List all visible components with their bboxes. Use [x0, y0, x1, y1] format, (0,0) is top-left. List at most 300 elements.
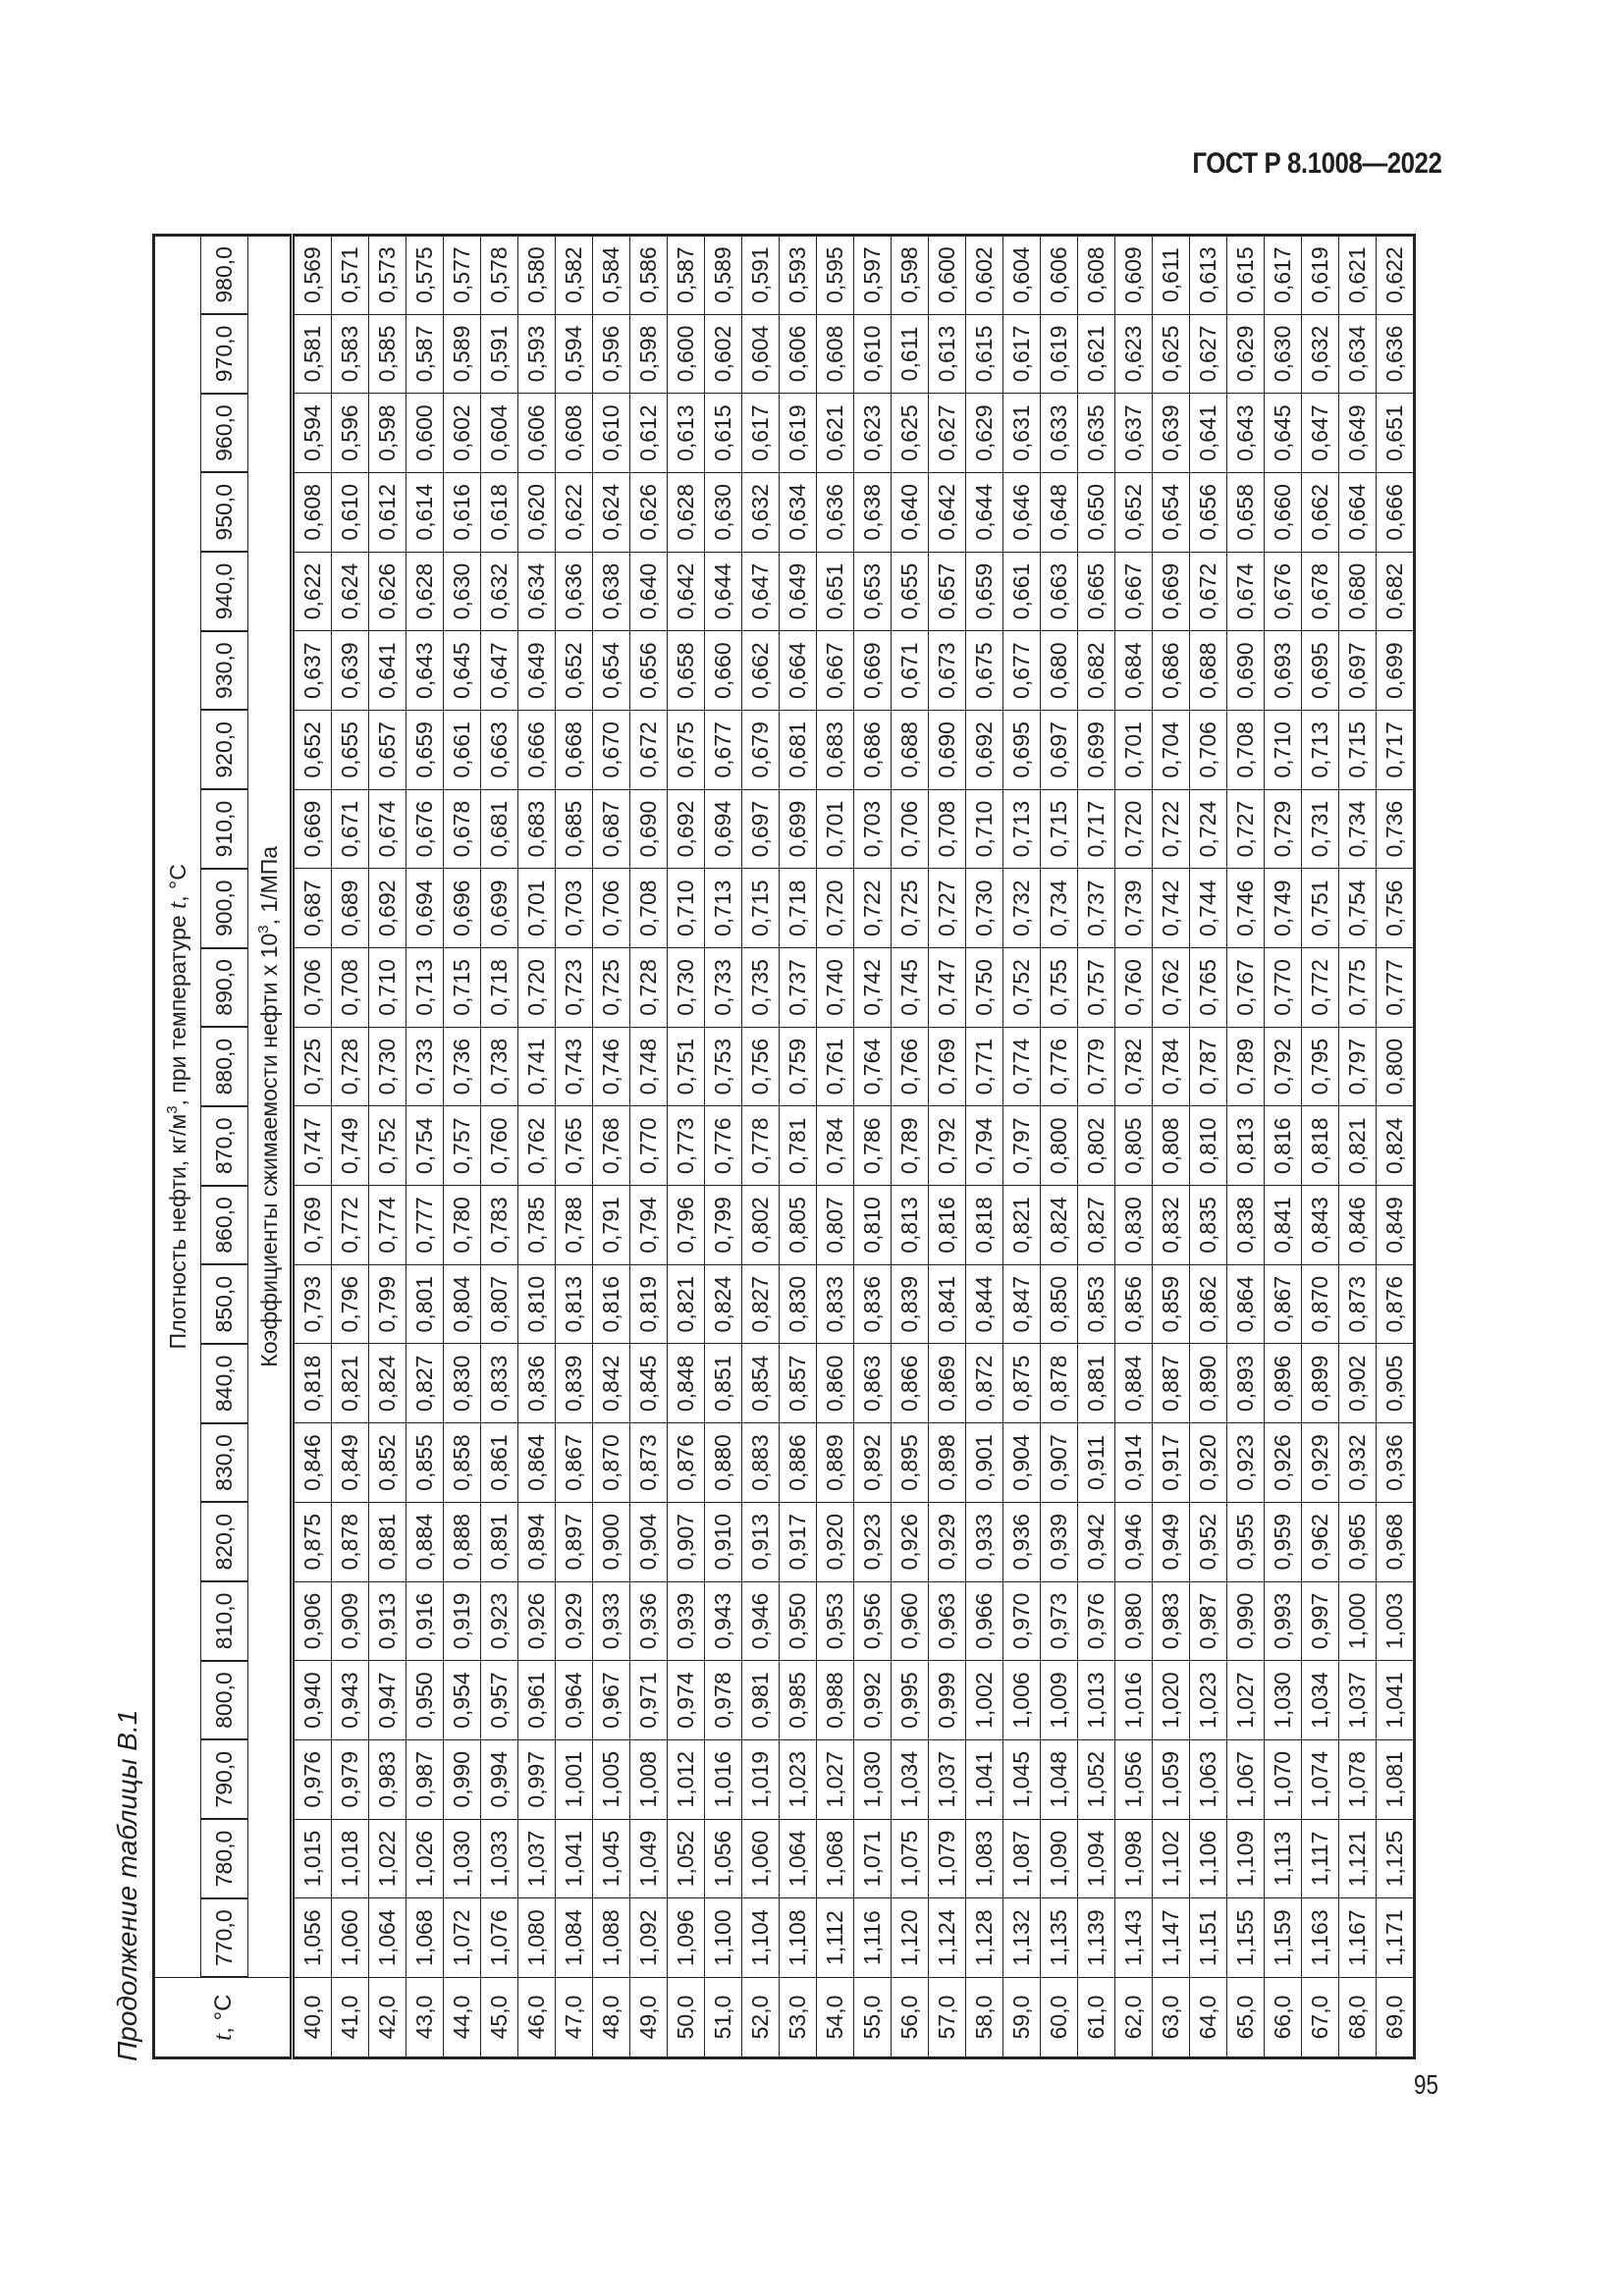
coefficient-cell: 0,685	[556, 789, 593, 869]
coefficient-cell: 0,708	[630, 869, 668, 948]
coefficient-cell: 0,987	[1190, 1581, 1227, 1661]
coefficient-cell: 0,965	[1339, 1502, 1377, 1581]
coefficient-cell: 0,895	[892, 1423, 929, 1503]
coefficient-cell: 0,833	[817, 1264, 854, 1344]
coefficient-cell: 0,936	[630, 1581, 668, 1661]
coefficient-cell: 1,015	[293, 1819, 332, 1898]
coefficient-cell: 0,627	[929, 394, 966, 473]
coefficient-cell: 0,586	[630, 235, 668, 314]
coefficient-cell: 1,090	[1041, 1819, 1078, 1898]
coefficient-cell: 1,088	[593, 1898, 630, 1978]
coefficient-cell: 0,675	[668, 711, 705, 790]
coefficient-cell: 0,752	[1003, 948, 1041, 1028]
table-row	[742, 235, 780, 2057]
coefficient-cell: 0,710	[966, 789, 1003, 869]
coefficient-cell: 0,703	[854, 789, 892, 869]
coefficient-cell: 0,617	[1265, 235, 1302, 314]
temperature-cell: 62,0	[1115, 1978, 1153, 2058]
coefficient-cell: 0,730	[966, 869, 1003, 948]
coefficient-cell: 0,799	[705, 1186, 742, 1265]
coefficient-cell: 1,060	[332, 1898, 369, 1978]
coefficient-cell: 1,056	[1115, 1739, 1153, 1819]
coefficient-cell: 0,706	[1190, 711, 1227, 790]
coefficient-cell: 0,571	[332, 235, 369, 314]
coefficient-cell: 0,657	[369, 711, 406, 790]
coefficient-cell: 0,888	[444, 1502, 481, 1581]
coefficient-cell: 0,923	[481, 1581, 518, 1661]
coefficient-cell: 0,630	[444, 552, 481, 631]
coefficient-cell: 0,751	[1302, 869, 1339, 948]
coefficient-cell: 0,610	[593, 394, 630, 473]
coefficient-cell: 0,663	[1041, 552, 1078, 631]
coefficient-cell: 1,001	[556, 1739, 593, 1819]
coefficient-cell: 0,697	[1339, 631, 1377, 711]
coefficient-cell: 0,659	[966, 552, 1003, 631]
temperature-cell: 55,0	[854, 1978, 892, 2058]
coefficient-cell: 0,708	[929, 789, 966, 869]
coefficient-cell: 1,067	[1227, 1739, 1265, 1819]
coefficient-cell: 0,697	[1041, 711, 1078, 790]
coefficient-cell: 0,978	[705, 1661, 742, 1740]
coefficient-cell: 0,697	[742, 789, 780, 869]
coefficient-cell: 0,680	[1041, 631, 1078, 711]
coefficient-cell: 0,787	[1190, 1027, 1227, 1106]
table-caption: Продолжение таблицы В.1	[112, 1709, 142, 2061]
coef-header-text-2: , 1/МПа	[255, 845, 282, 926]
density-header-text-3: , °C	[165, 864, 190, 902]
coefficient-cell: 0,765	[556, 1106, 593, 1186]
coefficient-cell: 0,810	[518, 1264, 556, 1344]
coefficient-cell: 0,768	[593, 1106, 630, 1186]
density-column-header: 790,0	[201, 1739, 248, 1819]
temperature-cell: 67,0	[1302, 1978, 1339, 2058]
coefficient-cell: 0,993	[1265, 1581, 1302, 1661]
coefficient-cell: 0,749	[332, 1106, 369, 1186]
coefficient-cell: 0,618	[481, 472, 518, 552]
coefficient-cell: 0,762	[1153, 948, 1190, 1028]
coefficient-cell: 1,049	[630, 1819, 668, 1898]
coefficient-cell: 0,872	[966, 1344, 1003, 1423]
coefficient-cell: 0,699	[1377, 631, 1415, 711]
coefficient-cell: 1,034	[892, 1739, 929, 1819]
coefficient-cell: 1,022	[369, 1819, 406, 1898]
coefficient-cell: 0,929	[929, 1502, 966, 1581]
coefficient-cell: 0,686	[1153, 631, 1190, 711]
coefficient-cell: 1,102	[1153, 1819, 1190, 1898]
coefficient-cell: 0,609	[1115, 235, 1153, 314]
coefficient-cell: 0,687	[593, 789, 630, 869]
coefficient-cell: 1,074	[1302, 1739, 1339, 1819]
coefficient-cell: 1,135	[1041, 1898, 1078, 1978]
coefficient-cell: 1,147	[1153, 1898, 1190, 1978]
coefficient-cell: 0,926	[518, 1581, 556, 1661]
coefficient-cell: 1,075	[892, 1819, 929, 1898]
density-header-text: Плотность нефти, кг/м	[165, 1113, 190, 1350]
coefficient-cell: 1,034	[1302, 1661, 1339, 1740]
temperature-cell: 49,0	[630, 1978, 668, 2058]
coefficient-cell: 0,651	[1377, 394, 1415, 473]
coefficient-cell: 0,616	[444, 472, 481, 552]
coefficient-cell: 0,904	[1003, 1423, 1041, 1503]
temperature-cell: 43,0	[406, 1978, 444, 2058]
coefficient-cell: 0,644	[966, 472, 1003, 552]
coefficient-cell: 0,708	[1227, 711, 1265, 790]
coefficient-cell: 0,624	[593, 472, 630, 552]
coefficient-cell: 1,143	[1115, 1898, 1153, 1978]
coefficient-cell: 0,730	[369, 1027, 406, 1106]
coefficient-cell: 0,971	[630, 1661, 668, 1740]
coefficient-cell: 0,830	[1115, 1186, 1153, 1265]
coefficient-cell: 0,929	[1302, 1423, 1339, 1503]
coefficient-cell: 0,619	[780, 394, 817, 473]
coefficient-cell: 0,645	[1265, 394, 1302, 473]
t-symbol: t	[207, 2033, 237, 2041]
coefficient-cell: 0,679	[742, 711, 780, 790]
coefficient-cell: 0,788	[556, 1186, 593, 1265]
coefficient-cell: 0,619	[1302, 235, 1339, 314]
coefficient-cell: 0,747	[929, 948, 966, 1028]
document-code: ГОСТ Р 8.1008—2022	[1191, 147, 1441, 180]
temperature-cell: 68,0	[1339, 1978, 1377, 2058]
coefficient-cell: 0,656	[1190, 472, 1227, 552]
coefficient-cell: 0,692	[966, 711, 1003, 790]
coefficient-cell: 0,795	[1302, 1027, 1339, 1106]
coefficient-cell: 0,720	[817, 869, 854, 948]
coefficient-cell: 0,739	[1115, 869, 1153, 948]
coefficient-cell: 0,682	[1078, 631, 1115, 711]
coefficient-cell: 0,717	[1078, 789, 1115, 869]
coefficient-cell: 0,887	[1153, 1344, 1190, 1423]
coefficient-cell: 0,652	[1115, 472, 1153, 552]
coefficient-cell: 0,710	[668, 869, 705, 948]
coefficient-cell: 0,651	[817, 552, 854, 631]
compressibility-table	[152, 234, 1416, 2059]
coefficient-cell: 1,000	[1339, 1581, 1377, 1661]
coefficient-cell: 0,810	[1190, 1106, 1227, 1186]
coefficient-cell: 0,772	[332, 1186, 369, 1265]
temperature-cell: 52,0	[742, 1978, 780, 2058]
coefficient-cell: 0,852	[369, 1423, 406, 1503]
coefficient-cell: 0,650	[1078, 472, 1115, 552]
coefficient-cell: 0,692	[369, 869, 406, 948]
coefficient-cell: 0,613	[668, 394, 705, 473]
density-column-header: 800,0	[201, 1661, 248, 1740]
density-column-header: 980,0	[201, 235, 248, 314]
coefficient-cell: 0,775	[1339, 948, 1377, 1028]
coefficient-cell: 0,598	[630, 314, 668, 394]
coefficient-cell: 0,943	[705, 1581, 742, 1661]
coefficient-cell: 0,836	[854, 1264, 892, 1344]
coefficient-cell: 0,622	[1377, 235, 1415, 314]
coefficient-cell: 0,737	[1078, 869, 1115, 948]
coefficient-cell: 0,832	[1153, 1186, 1190, 1265]
coefficient-cell: 0,987	[406, 1739, 444, 1819]
coefficient-cell: 0,899	[1302, 1344, 1339, 1423]
coefficient-cell: 0,715	[742, 869, 780, 948]
coefficient-cell: 0,923	[854, 1502, 892, 1581]
coef-header-sup: 3	[254, 925, 272, 934]
coefficient-cell: 0,669	[293, 789, 332, 869]
coefficient-cell: 0,760	[481, 1106, 518, 1186]
coefficient-cell: 0,907	[1041, 1423, 1078, 1503]
coefficient-cell: 0,807	[481, 1264, 518, 1344]
coefficient-cell: 1,068	[406, 1898, 444, 1978]
coefficient-cell: 0,663	[481, 711, 518, 790]
coefficient-cell: 1,045	[1003, 1739, 1041, 1819]
coefficient-cell: 0,802	[1078, 1106, 1115, 1186]
coefficient-cell: 0,637	[293, 631, 332, 711]
coefficient-cell: 0,733	[406, 1027, 444, 1106]
coefficient-cell: 1,037	[518, 1819, 556, 1898]
coefficient-cell: 0,728	[332, 1027, 369, 1106]
density-group-header	[154, 235, 201, 1977]
coefficient-cell: 0,664	[1339, 472, 1377, 552]
coefficient-cell: 0,701	[817, 789, 854, 869]
coefficient-cell: 0,598	[892, 235, 929, 314]
coefficient-cell: 0,646	[1003, 472, 1041, 552]
coefficient-cell: 0,604	[481, 394, 518, 473]
coefficient-cell: 0,669	[1153, 552, 1190, 631]
temperature-cell: 63,0	[1153, 1978, 1190, 2058]
coefficient-cell: 0,916	[406, 1581, 444, 1661]
coefficient-cell: 0,706	[293, 948, 332, 1028]
coefficient-cell: 0,597	[854, 235, 892, 314]
coefficient-cell: 0,660	[705, 631, 742, 711]
coefficient-cell: 0,876	[668, 1423, 705, 1503]
coefficient-cell: 0,596	[593, 314, 630, 394]
coefficient-cell: 0,643	[406, 631, 444, 711]
coefficient-cell: 0,647	[742, 552, 780, 631]
coefficient-cell: 0,953	[817, 1581, 854, 1661]
coefficient-cell: 0,667	[1115, 552, 1153, 631]
coefficient-cell: 0,589	[444, 314, 481, 394]
temperature-column-header	[154, 1978, 293, 2058]
coefficient-cell: 1,072	[444, 1898, 481, 1978]
coefficient-cell: 0,569	[293, 235, 332, 314]
coefficient-cell: 0,752	[369, 1106, 406, 1186]
coefficient-cell: 0,824	[369, 1344, 406, 1423]
coefficient-cell: 1,080	[518, 1898, 556, 1978]
coefficient-cell: 0,961	[518, 1661, 556, 1740]
coefficient-cell: 0,623	[854, 394, 892, 473]
coefficient-cell: 0,710	[369, 948, 406, 1028]
coefficient-cell: 0,892	[854, 1423, 892, 1503]
coefficient-cell: 0,835	[1190, 1186, 1227, 1265]
temperature-cell: 48,0	[593, 1978, 630, 2058]
coefficient-cell: 0,585	[369, 314, 406, 394]
coefficient-cell: 1,005	[593, 1739, 630, 1819]
coefficient-cell: 0,939	[668, 1581, 705, 1661]
density-column-header: 960,0	[201, 394, 248, 473]
coefficient-cell: 0,960	[892, 1581, 929, 1661]
coefficient-cell: 0,846	[293, 1423, 332, 1503]
coefficient-cell: 0,913	[369, 1581, 406, 1661]
coefficient-cell: 1,016	[1115, 1661, 1153, 1740]
coefficient-cell: 0,742	[1153, 869, 1190, 948]
coefficient-cell: 1,084	[556, 1898, 593, 1978]
coefficient-cell: 0,970	[1003, 1581, 1041, 1661]
coefficient-cell: 0,784	[817, 1106, 854, 1186]
coefficient-cell: 0,926	[1265, 1423, 1302, 1503]
table-row	[1227, 235, 1265, 2057]
coefficient-cell: 0,846	[1339, 1186, 1377, 1265]
coefficient-cell: 0,594	[556, 314, 593, 394]
coefficient-cell: 0,720	[1115, 789, 1153, 869]
coefficient-cell: 0,671	[892, 631, 929, 711]
coefficient-cell: 0,734	[1339, 789, 1377, 869]
coefficient-cell: 0,727	[929, 869, 966, 948]
coefficient-cell: 1,041	[556, 1819, 593, 1898]
coefficient-cell: 0,580	[518, 235, 556, 314]
coefficient-cell: 0,786	[854, 1106, 892, 1186]
coefficient-cell: 1,030	[1265, 1661, 1302, 1740]
coefficient-cell: 0,600	[668, 314, 705, 394]
temperature-cell: 47,0	[556, 1978, 593, 2058]
coefficient-cell: 0,615	[1227, 235, 1265, 314]
density-column-header: 970,0	[201, 314, 248, 394]
page-number: 95	[1414, 2069, 1438, 2100]
coefficient-cell: 0,581	[293, 314, 332, 394]
coefficient-cell: 0,896	[1265, 1344, 1302, 1423]
coefficient-cell: 0,861	[481, 1423, 518, 1503]
coefficient-cell: 0,612	[630, 394, 668, 473]
coefficient-cell: 0,906	[293, 1581, 332, 1661]
coefficient-cell: 0,638	[854, 472, 892, 552]
coefficient-cell: 0,797	[1003, 1106, 1041, 1186]
coefficient-cell: 0,677	[1003, 631, 1041, 711]
coefficient-cell: 0,750	[966, 948, 1003, 1028]
density-column-header: 950,0	[201, 472, 248, 552]
table-row	[593, 235, 630, 2057]
coefficient-cell: 0,668	[556, 711, 593, 790]
coefficient-cell: 0,867	[556, 1423, 593, 1503]
coefficient-cell: 0,723	[556, 948, 593, 1028]
coefficient-cell: 0,708	[332, 948, 369, 1028]
table-row	[1003, 235, 1041, 2057]
coefficient-cell: 1,012	[668, 1739, 705, 1819]
coefficient-cell: 0,600	[929, 235, 966, 314]
table-row	[780, 235, 817, 2057]
coefficient-cell: 0,816	[1265, 1106, 1302, 1186]
coefficient-cell: 1,167	[1339, 1898, 1377, 1978]
coefficient-cell: 0,807	[817, 1186, 854, 1265]
coefficient-cell: 0,864	[518, 1423, 556, 1503]
table-row	[929, 235, 966, 2057]
coefficient-cell: 1,006	[1003, 1661, 1041, 1740]
coefficient-cell: 0,769	[929, 1027, 966, 1106]
coefficient-cell: 0,649	[780, 552, 817, 631]
coefficient-cell: 0,621	[1339, 235, 1377, 314]
header-row-title	[154, 235, 201, 2057]
coefficient-cell: 0,964	[556, 1661, 593, 1740]
coefficient-cell: 0,923	[1227, 1423, 1265, 1503]
coefficient-cell: 0,856	[1115, 1264, 1153, 1344]
temperature-cell: 65,0	[1227, 1978, 1265, 2058]
coefficient-cell: 1,112	[817, 1898, 854, 1978]
coefficient-cell: 0,664	[780, 631, 817, 711]
coefficient-cell: 0,976	[1078, 1581, 1115, 1661]
coefficient-cell: 0,717	[1377, 711, 1415, 790]
coefficient-cell: 0,973	[1041, 1581, 1078, 1661]
coefficient-cell: 0,933	[593, 1581, 630, 1661]
coefficient-cell: 0,785	[518, 1186, 556, 1265]
coefficient-cell: 0,942	[1078, 1502, 1115, 1581]
coefficient-cell: 1,048	[1041, 1739, 1078, 1819]
coefficient-cell: 0,800	[1041, 1106, 1078, 1186]
coefficient-cell: 0,692	[668, 789, 705, 869]
coefficient-cell: 0,661	[1003, 552, 1041, 631]
density-column-header: 830,0	[201, 1423, 248, 1503]
coefficient-cell: 0,853	[1078, 1264, 1115, 1344]
coefficient-cell: 0,968	[1377, 1502, 1415, 1581]
coefficient-cell: 0,665	[1078, 552, 1115, 631]
coefficient-cell: 0,634	[518, 552, 556, 631]
coefficient-cell: 0,730	[668, 948, 705, 1028]
coefficient-cell: 0,613	[929, 314, 966, 394]
coefficient-cell: 0,746	[593, 1027, 630, 1106]
coefficient-cell: 0,660	[1265, 472, 1302, 552]
coefficient-cell: 0,741	[518, 1027, 556, 1106]
coefficient-cell: 0,614	[406, 472, 444, 552]
coefficient-cell: 0,608	[293, 472, 332, 552]
coefficient-cell: 0,649	[1339, 394, 1377, 473]
coefficient-cell: 0,985	[780, 1661, 817, 1740]
table-row	[1041, 235, 1078, 2057]
coefficient-cell: 0,914	[1115, 1423, 1153, 1503]
coefficient-cell: 0,715	[444, 948, 481, 1028]
coefficient-cell: 0,600	[406, 394, 444, 473]
coefficient-cell: 0,936	[1377, 1423, 1415, 1503]
coefficient-cell: 0,699	[1078, 711, 1115, 790]
coefficient-cell: 0,757	[1078, 948, 1115, 1028]
coefficient-cell: 0,776	[705, 1106, 742, 1186]
coefficient-cell: 0,796	[332, 1264, 369, 1344]
coefficient-cell: 0,962	[1302, 1502, 1339, 1581]
coefficient-cell: 0,873	[630, 1423, 668, 1503]
coefficient-cell: 0,759	[780, 1027, 817, 1106]
coefficient-cell: 1,078	[1339, 1739, 1377, 1819]
coefficient-cell: 0,615	[966, 314, 1003, 394]
coefficient-cell: 0,674	[369, 789, 406, 869]
density-column-header: 850,0	[201, 1264, 248, 1344]
coefficient-cell: 0,855	[406, 1423, 444, 1503]
coefficient-cell: 0,612	[369, 472, 406, 552]
coefficient-cell: 0,769	[293, 1186, 332, 1265]
coefficient-cell: 0,744	[1190, 869, 1227, 948]
temperature-cell: 69,0	[1377, 1978, 1415, 2058]
coefficient-cell: 0,642	[668, 552, 705, 631]
coefficient-cell: 0,799	[369, 1264, 406, 1344]
coefficient-cell: 0,640	[630, 552, 668, 631]
coefficient-cell: 0,628	[406, 552, 444, 631]
coefficient-cell: 1,026	[406, 1819, 444, 1898]
coefficient-cell: 0,797	[1339, 1027, 1377, 1106]
density-header-sup: 3	[164, 1105, 181, 1114]
coefficient-cell: 0,943	[332, 1661, 369, 1740]
coefficient-cell: 0,818	[1302, 1106, 1339, 1186]
coefficient-cell: 0,870	[593, 1423, 630, 1503]
table-row	[1153, 235, 1190, 2057]
coefficient-cell: 0,589	[705, 235, 742, 314]
coefficient-cell: 0,845	[630, 1344, 668, 1423]
coefficient-cell: 0,706	[593, 869, 630, 948]
temperature-cell: 45,0	[481, 1978, 518, 2058]
coefficient-cell: 0,926	[892, 1502, 929, 1581]
coefficient-cell: 0,773	[668, 1106, 705, 1186]
coefficient-cell: 0,939	[1041, 1502, 1078, 1581]
coefficient-cell: 0,801	[406, 1264, 444, 1344]
coefficient-cell: 0,658	[668, 631, 705, 711]
